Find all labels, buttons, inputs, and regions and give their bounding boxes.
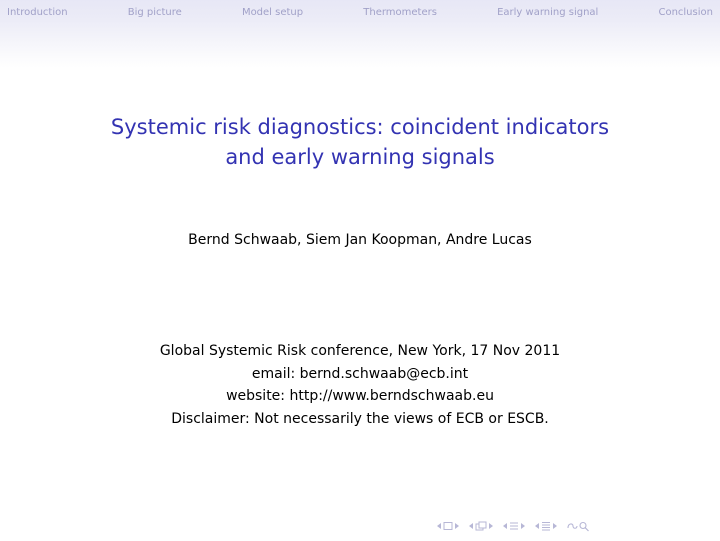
title-line-2: and early warning signals (225, 145, 495, 169)
search-nav-group[interactable] (566, 520, 592, 532)
email-line: email: bernd.schwaab@ecb.int (251, 365, 469, 382)
section-navigation (0, 4, 720, 20)
presentation-info (40, 340, 680, 430)
arrow-right-icon[interactable] (488, 522, 494, 530)
section-nav-icon (508, 521, 520, 531)
authors: Bernd Schwaab, Siem Jan Koopman, Andre Lucas (188, 232, 532, 248)
frame-nav-icon (442, 521, 454, 531)
title-line-1: Systemic risk diagnostics: coincident indicators (110, 115, 610, 139)
header-bar (0, 0, 720, 68)
nav-conclusion[interactable]: Conclusion (658, 6, 713, 18)
subsection-nav-group[interactable] (468, 521, 494, 531)
document-nav-icon (540, 521, 552, 531)
subsection-nav-icon (474, 521, 488, 531)
nav-introduction[interactable]: Introduction (7, 6, 68, 18)
arrow-right-icon[interactable] (454, 522, 460, 530)
document-nav-group[interactable] (534, 521, 558, 531)
arrow-right-icon[interactable] (552, 522, 558, 530)
arrow-right-icon[interactable] (520, 522, 526, 530)
frame-nav-group[interactable] (436, 521, 460, 531)
beamer-navigation-symbols (436, 520, 600, 532)
disclaimer-line: Disclaimer: Not necessarily the views of ECB or ESCB. (171, 410, 549, 427)
nav-big-picture[interactable]: Big picture (127, 6, 182, 18)
nav-thermometers[interactable]: Thermometers (363, 6, 437, 18)
nav-model-setup[interactable]: Model setup (241, 6, 304, 18)
section-nav-group[interactable] (502, 521, 526, 531)
website-line: website: http://www.berndschwaab.eu (226, 388, 494, 404)
nav-early-warning-signal[interactable]: Early warning signal (497, 6, 599, 18)
slide-title (40, 112, 680, 172)
search-icon[interactable] (566, 520, 592, 532)
conference-line: Global Systemic Risk conference, New York, 17 Nov 2011 (159, 343, 561, 359)
